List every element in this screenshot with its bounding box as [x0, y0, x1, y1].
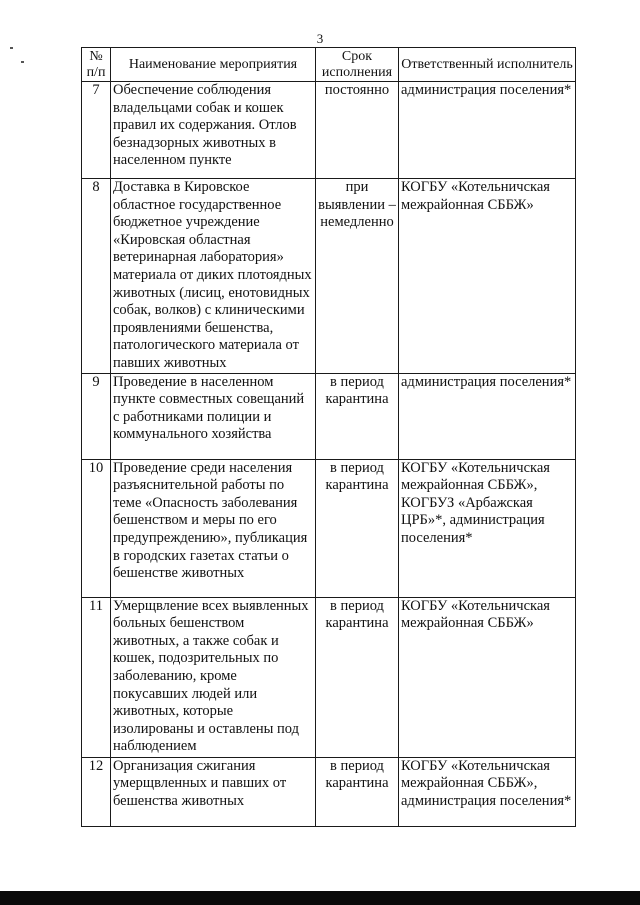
row-name: Проведение среди населения разъяснительной работы по теме «Опасность заболевания бешенством и меры по его предупреждению», публикация в городских газетах статьи о бешенстве животных	[111, 459, 316, 597]
row-name: Организация сжигания умерщвленных и павших от бешенства животных	[111, 757, 316, 826]
row-name: Обеспечение соблюдения владельцами собак и кошек правил их содержания. Отлов безнадзорных животных в населенном пункте	[111, 82, 316, 179]
row-name: Доставка в Кировское областное государственное бюджетное учреждение «Кировская областная ветеринарная лаборатория» материала от диких плотоядных животных (лисиц, енотовидных собак, волков) с клиническими проявлениями бешенства, патологического материала от павших животных	[111, 179, 316, 374]
row-responsible: администрация поселения*	[399, 373, 576, 459]
row-num: 9	[82, 373, 111, 459]
table-row	[82, 597, 576, 757]
scan-speck	[10, 47, 13, 49]
table-row	[82, 757, 576, 826]
header-term: Срок исполнения	[316, 48, 399, 82]
row-num: 8	[82, 179, 111, 374]
activities-table	[81, 47, 576, 827]
row-num: 12	[82, 757, 111, 826]
table-row	[82, 459, 576, 597]
row-name: Умерщвление всех выявленных больных бешенством животных, а также собак и кошек, подозрительных по заболеванию, кроме покусавших людей или животных, которые изолированы и оставлены под наблюдением	[111, 597, 316, 757]
row-num: 10	[82, 459, 111, 597]
header-num: № п/п	[82, 48, 111, 82]
row-term: при выявлении – немедленно	[316, 179, 399, 374]
row-term: в период карантина	[316, 757, 399, 826]
row-responsible: КОГБУ «Котельничская межрайонная СББЖ», КОГБУЗ «Арбажская ЦРБ»*, администрация поселения*	[399, 459, 576, 597]
header-name: Наименование мероприятия	[111, 48, 316, 82]
table-row	[82, 179, 576, 374]
row-responsible: КОГБУ «Котельничская межрайонная СББЖ»	[399, 179, 576, 374]
scan-speck	[21, 61, 24, 63]
row-num: 11	[82, 597, 111, 757]
row-term: в период карантина	[316, 459, 399, 597]
row-term: в период карантина	[316, 373, 399, 459]
row-responsible: КОГБУ «Котельничская межрайонная СББЖ», администрация поселения*	[399, 757, 576, 826]
scan-edge-bar	[0, 891, 640, 905]
row-term: постоянно	[316, 82, 399, 179]
table-row	[82, 373, 576, 459]
row-responsible: администрация поселения*	[399, 82, 576, 179]
table-header-row	[82, 48, 576, 82]
header-responsible: Ответственный исполнитель	[399, 48, 576, 82]
page-number: 3	[316, 31, 324, 46]
row-name: Проведение в населенном пункте совместных совещаний с работниками полиции и коммунального хозяйства	[111, 373, 316, 459]
row-term: в период карантина	[316, 597, 399, 757]
row-responsible: КОГБУ «Котельничская межрайонная СББЖ»	[399, 597, 576, 757]
row-num: 7	[82, 82, 111, 179]
table-row	[82, 82, 576, 179]
